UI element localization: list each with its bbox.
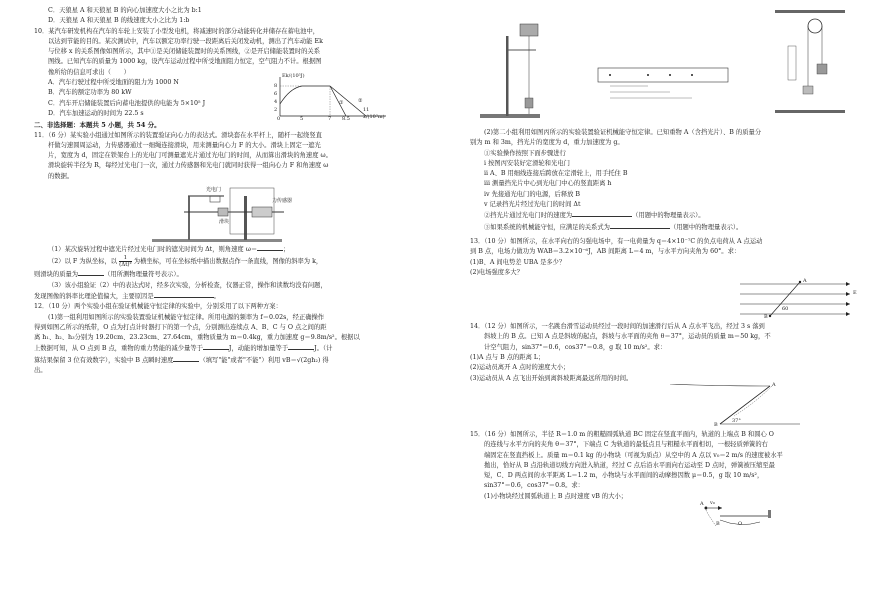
graph-y-label: Ek/(10⁵J) xyxy=(282,73,305,80)
q14-line: (3)运动员从 A 点飞出开始到离斜坡距离最远所用的时间。 xyxy=(470,374,633,382)
q15-line: 15．（16 分）如图所示，半径 R＝1.0 m 的粗糙圆弧轨道 BC 固定在竖直平面内，轨道的上端点 B 和圆心 O xyxy=(470,430,774,438)
graph-x-tick: 7 xyxy=(328,116,332,123)
q12-line: (1)第一组利用如图所示的实验装置验证机械能守恒定律。所用电源的频率为 f＝0.02s，经正确操作 xyxy=(48,313,325,321)
answer-blank[interactable] xyxy=(610,222,670,229)
step-item: ⅴ 记录挡光片经过光电门的时间 Δt xyxy=(484,201,581,209)
point-b-label: B xyxy=(716,521,720,528)
answer-blank[interactable] xyxy=(203,343,229,350)
q11-sub3-cont: 发现图像的斜率比理论值偏大，主要原因是 。 xyxy=(34,292,220,300)
q14-line: (1)A 点与 B 点的距离 L； xyxy=(470,354,545,362)
circular-track-figure xyxy=(470,502,858,528)
step-item: ⅱ A、B 用细线连接后跨放在定滑轮上，用手托住 B xyxy=(484,170,628,178)
point-a-label: A xyxy=(772,381,776,388)
q15-line: (1)小物块经过圆弧轨道上 B 点时速度 vB 的大小； xyxy=(484,492,628,500)
q11-sub3: （3）该小组验证（2）中的表达式时，经多次实验，分析检查，仪器正常，操作和读数均没有问题， xyxy=(48,281,327,289)
q12-line: 离 h₁、h₂、h₃分别为 19.20cm、23.23cm、27.64cm，重物质量为 m＝0.4kg，重力加速度 g＝9.8m/s²。根据以 xyxy=(34,334,360,342)
graph-curve-2-label: ② xyxy=(358,98,363,105)
question-12 xyxy=(34,302,446,376)
question-14 xyxy=(470,322,858,430)
q14-line: (2)运动员离开 A 点时的速度大小； xyxy=(470,364,570,372)
ski-slope-svg xyxy=(470,381,858,430)
graph-x-tick: 0 xyxy=(277,116,281,123)
photogate-label: 光电门 xyxy=(206,187,222,194)
answer-blank[interactable] xyxy=(78,269,104,276)
step-item: ⅳ 先接通光电门的电源，后释放 B xyxy=(484,190,581,198)
step-item: ⅰ 按图丙安装好定滑轮和光电门 xyxy=(484,159,570,167)
graph-x-label: x/(10²m) xyxy=(363,114,385,121)
q11-line: 的数据。 xyxy=(48,172,74,180)
q10-line: 以达到节能的目的。某次测试中，汽车以额定功率行驶一段距离后关闭发动机，测出了汽车动能 Ek xyxy=(48,37,323,45)
option-d: D．天狼星 A 和天狼星 B 的线速度大小之比为 1:b xyxy=(48,17,190,25)
right-column xyxy=(470,6,858,528)
q11-sub2-cont: 则滑块的质量为 （用所测物理量符号表示）。 xyxy=(34,271,183,279)
q10-line: 像所给的信息可求出（ ） xyxy=(48,68,130,76)
q10-line: 与位移 x 的关系图像如图所示，其中①是关闭储能装置时的关系图线，②是开启储能装置时的关系 xyxy=(48,48,321,56)
q13-line: (2)电场强度多大？ xyxy=(470,268,523,276)
answer-blank[interactable] xyxy=(572,210,632,217)
step-3: ③如果系统的机械能守恒，应满足的关系式为 （用题中的物理量表示）。 xyxy=(484,223,743,231)
option-c: C．天狼星 A 和天狼星 B 的向心加速度大小之比为 b:1 xyxy=(48,7,202,14)
question-11 xyxy=(34,131,446,303)
q15-line: 端固定在竖直挡板上。质量 m＝0.1 kg 的小物块（可视为质点）从空中的 A 点以 v₀＝2 m/s 的速度被水平 xyxy=(484,451,783,459)
q12-line: 出。 xyxy=(34,367,47,375)
q12-2-line: (2)第二小组利用如图丙所示的实验装置验证机械能守恒定律。已知重物 A（含挡光片）、B 的质量分 xyxy=(484,129,762,136)
apparatus-figures-svg xyxy=(470,6,858,128)
left-column xyxy=(34,6,446,376)
apparatus-figures-row xyxy=(470,6,858,128)
question-15 xyxy=(470,430,858,528)
step-item: ⅲ 测量挡光片中心到光电门中心的竖直距离 h xyxy=(484,180,612,188)
q10-line: 10．某汽车研发机构在汽车的车轮上安装了小型发电机，将减速时的部分动能转化并储存在蓄电池中， xyxy=(34,27,320,35)
point-a-label: A xyxy=(700,501,704,508)
question-13 xyxy=(470,237,858,322)
graph-x-tick: 8.5 xyxy=(342,116,350,123)
steps-title: ①实验操作按照下面步骤进行 xyxy=(484,149,566,157)
q11-line: 滑块旋转半径为 R，每经过光电门一次，通过力传感器和光电门就同时获得一组向心力 F 和角速度 ω xyxy=(48,162,329,170)
q11-sub1: （1）某次旋转过程中遮光片经过光电门时的遮光时间为 Δt，则角速度 ω＝ ； xyxy=(48,246,290,254)
graph-curve-1-label: ① xyxy=(339,100,344,107)
graph-x-tick: 5 xyxy=(300,116,304,123)
q10-line: 图线。已知汽车的质量为 1000 kg，设汽车运动过程中所受地面阻力恒定，空气阻力不计。根据图 xyxy=(48,58,322,66)
q10-option-c: C．汽车开启储能装置后向蓄电池提供的电能为 5×10⁵ J xyxy=(48,99,206,107)
field-e-label: E xyxy=(853,290,857,297)
question-10 xyxy=(34,27,446,123)
q12-line: 算结果保留 3 位有效数字），实验中 B 点瞬时速度 （填写"能"或者"不能"）利用 vB＝√(2gh₂) 得 xyxy=(34,356,329,364)
answer-blank[interactable] xyxy=(257,244,283,251)
answer-blank[interactable] xyxy=(173,355,199,362)
v0-label: v₀ xyxy=(710,500,715,507)
q15-line: sin37°＝0.6，cos37°＝0.8。求： xyxy=(484,482,584,490)
q10-option-a: A．汽车行驶过程中所受地面的阻力为 1000 N xyxy=(48,79,179,87)
field-svg xyxy=(470,278,858,322)
graph-y-tick: 4 xyxy=(274,99,278,106)
q10-option-b: B．汽车的额定功率为 80 kW xyxy=(48,89,132,97)
q15-line: 的连线与水平方向的夹角 θ＝37°，下端点 C 为轨道的最低点且与粗糙水平面相切，一根轻质弹簧的右 xyxy=(484,441,768,449)
q11-line: 11．（6 分）某实验小组通过如图所示的装置验证向心力的表达式。滑块套在水平杆上，随杆一起绕竖直 xyxy=(34,131,322,139)
ski-jump-figure xyxy=(470,381,858,430)
centripetal-apparatus-figure xyxy=(34,182,446,244)
q12-line: 上数据可知，从 O 点到 B 点，重物的重力势能的减少量等于 J，动能的增加量等于 J。（计 xyxy=(34,345,333,353)
q12-2-line: 别为 m 和 3m，挡光片的宽度为 d，重力加速度为 g。 xyxy=(470,139,624,147)
point-a-label: A xyxy=(803,278,807,285)
ek-x-graph xyxy=(266,74,396,122)
q15-line: 短，C、D 两点间的水平距离 L＝1.2 m，小物块与水平面间的动摩擦因数 μ＝0.5，g 取 10 m/s²， xyxy=(484,472,764,480)
track-svg xyxy=(470,502,858,528)
q14-line: 14．（12 分）如图所示，一名跳台滑雪运动员经过一段时间的加速滑行后从 A 点水平飞出，经过 3 s 落到 xyxy=(470,323,765,331)
graph-x-tick: 11 xyxy=(363,107,370,114)
point-b-label: B xyxy=(764,314,768,321)
q12-line: 得到如图乙所示的纸带，O 点为打点计时器打下的第一个点，分别测出连续点 A、B、C 与 O 点之间的距 xyxy=(34,323,327,331)
section-2-heading: 二、非选择题：本题共 5 小题，共 54 分。 xyxy=(34,121,161,130)
answer-blank[interactable] xyxy=(288,343,314,350)
q12-line: 12．（10 分）两个实验小组在验证机械能守恒定律的实验中，分别采用了以下两种方案： xyxy=(34,303,282,311)
point-o-label: O xyxy=(738,521,743,528)
q13-line: 到 B 点，电场力做功为 WAB＝3.2×10⁻⁶J，AB 间距离 L＝4 m，与水平方向夹角为 60°。求： xyxy=(470,248,741,256)
q11-sub2: （2）以 F 为纵坐标，以 $\frac{1}{\text{(Δt)²}}$ 为横坐标，可在坐标纸中描出数据点作一条直线，图像的斜率为 k， xyxy=(48,255,323,269)
graph-y-tick: 2 xyxy=(274,107,278,114)
q11-line: 片，宽度为 d，固定在铁架台上的光电门可测量遮光片通过光电门的时间，从而算出滑块的角速度 ω。 xyxy=(48,152,332,160)
answer-blank[interactable] xyxy=(154,291,214,298)
step-2: ②挡光片通过光电门时的速度为 （用题中的物理量表示）。 xyxy=(484,212,705,220)
point-b-label: B xyxy=(714,421,718,428)
angle-label: 37° xyxy=(732,417,741,424)
q10-option-d: D．汽车加速运动的时间为 22.5 s xyxy=(48,109,144,117)
slider-label: 滑块 xyxy=(219,219,230,226)
graph-y-tick: 8 xyxy=(274,83,278,90)
electric-field-figure xyxy=(470,278,858,322)
force-sensor-label: 力传感器 xyxy=(272,198,293,205)
angle-label: 60 xyxy=(782,306,789,313)
q11-line: 杆做匀速圆周运动，力传感器通过一细绳连接滑块，用来测量向心力 F 的大小。滑块上固定一遮光 xyxy=(48,141,321,149)
question-12-part-2 xyxy=(470,128,858,233)
q14-line: 计空气阻力，sin37°＝0.6，cos37°＝0.8，g 取 10 m/s²。求： xyxy=(484,343,667,351)
q14-line: 斜坡上的 B 点。已知 A 点是斜坡的起点，斜坡与水平面的夹角 θ＝37°，运动员的质量 m＝50 kg，不 xyxy=(484,333,771,341)
graph-y-tick: 6 xyxy=(274,91,278,98)
q13-line: (1)B、A 间电势差 UBA 是多少？ xyxy=(470,258,566,266)
q13-line: 13．（10 分）如图所示，在水平向右的匀强电场中，有一电荷量为 q＝4×10⁻⁷C 的负点电荷从 A 点运动 xyxy=(470,237,763,245)
q15-line: 拋出，恰好从 B 点沿轨道切线方向进入轨道，经过 C 点后沿水平面向右运动至 D 点时，弹簧被压缩至最 xyxy=(484,461,775,469)
fraction: $\frac{1}{\text{(Δt)²}}$ xyxy=(119,255,132,269)
apparatus-svg xyxy=(34,182,446,244)
